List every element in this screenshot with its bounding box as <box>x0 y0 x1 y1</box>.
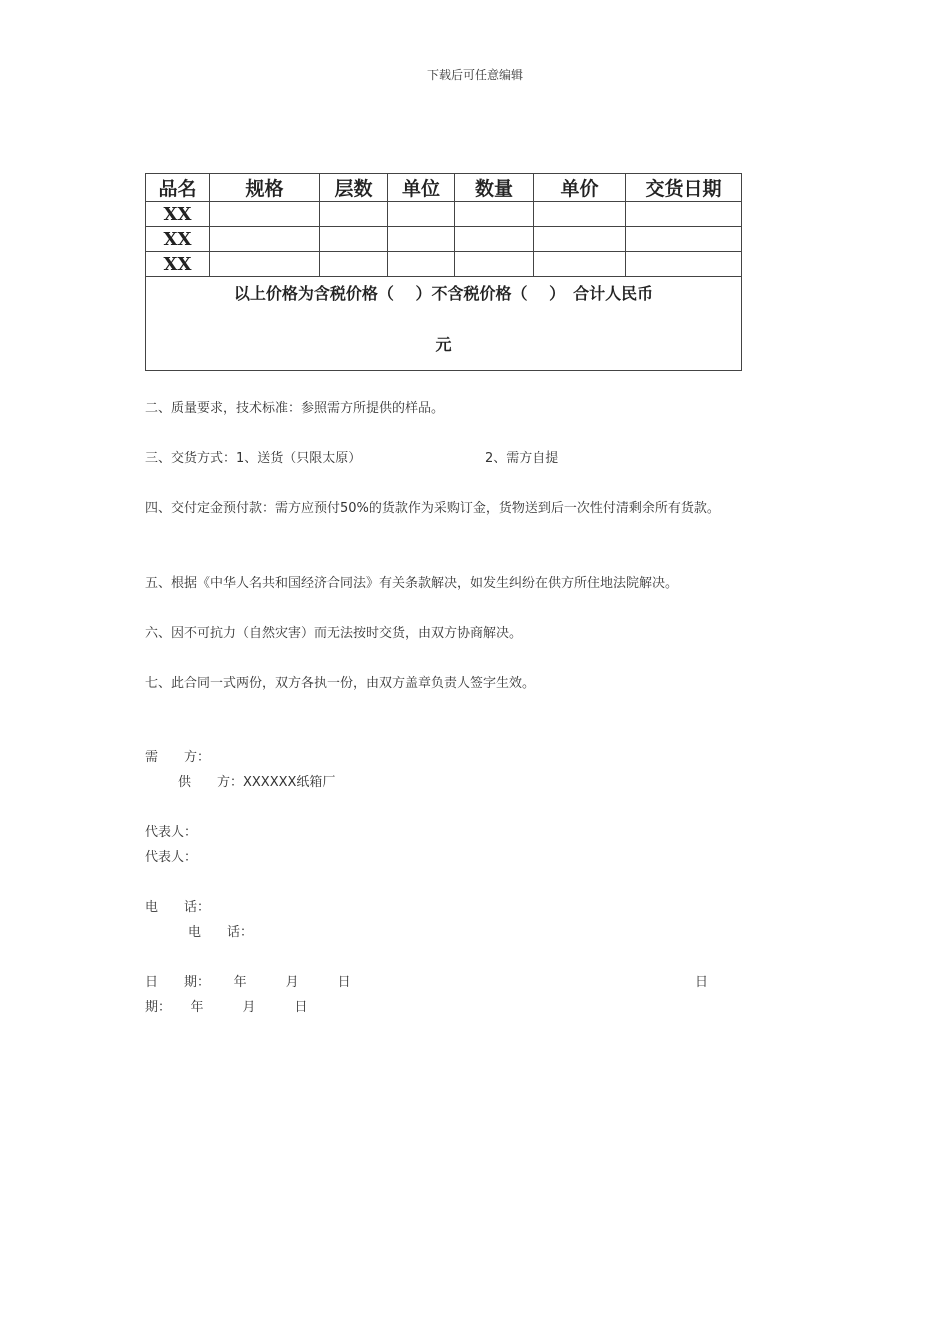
clause-force-majeure: 六、因不可抗力（自然灾害）而无法按时交货，由双方协商解决。 <box>145 626 523 641</box>
table-cell <box>626 252 742 277</box>
table-cell <box>626 202 742 227</box>
table-cell <box>534 252 626 277</box>
col-header-spec: 规格 <box>210 174 320 202</box>
table-cell <box>388 227 455 252</box>
clause-dispute: 五、根据《中华人名共和国经济合同法》有关条款解决，如发生纠纷在供方所住地法院解决。 <box>145 576 679 591</box>
table-cell <box>534 227 626 252</box>
col-header-layers: 层数 <box>320 174 388 202</box>
price-summary-text: 以上价格为含税价格（ ）不含税价格（ ） 合计人民币 <box>233 284 654 303</box>
supplier-phone-label: 电 话： <box>188 925 254 940</box>
buyer-phone-label: 电 话： <box>145 900 211 915</box>
table-cell <box>388 252 455 277</box>
clause-delivery-option-2: 2、需方自提 <box>485 451 559 466</box>
supplier-label: 供 方：XXXXXX纸箱厂 <box>178 775 336 790</box>
table-cell <box>455 252 534 277</box>
price-summary-cell <box>146 277 742 371</box>
clause-delivery <box>145 446 745 471</box>
table-cell <box>388 202 455 227</box>
table-cell: XX <box>146 202 210 227</box>
table-row <box>146 252 742 277</box>
table-cell <box>320 227 388 252</box>
table-row <box>146 202 742 227</box>
price-summary-currency: 元 <box>435 335 452 354</box>
table-cell <box>210 202 320 227</box>
col-header-unit: 单位 <box>388 174 455 202</box>
table-row <box>146 227 742 252</box>
col-header-price: 单价 <box>534 174 626 202</box>
supplier-date-label: 期： 年 月 日 <box>145 1000 308 1015</box>
table-header-row <box>146 174 742 202</box>
table-cell <box>320 252 388 277</box>
buyer-representative-label: 代表人： <box>145 825 198 840</box>
table-cell <box>320 202 388 227</box>
table-cell <box>210 227 320 252</box>
col-header-delivery-date: 交货日期 <box>626 174 742 202</box>
goods-table <box>145 173 742 371</box>
col-header-quantity: 数量 <box>455 174 534 202</box>
table-summary-row <box>146 277 742 371</box>
clause-delivery-option-1: 三、交货方式：1、送货（只限太原） <box>145 451 362 466</box>
buyer-label: 需 方： <box>145 750 211 765</box>
page-header-note: 下载后可任意编辑 <box>426 68 523 82</box>
table-cell <box>534 202 626 227</box>
col-header-name: 品名 <box>146 174 210 202</box>
table-cell <box>626 227 742 252</box>
table-cell: XX <box>146 227 210 252</box>
clause-quality: 二、质量要求，技术标准：参照需方所提供的样品。 <box>145 401 445 416</box>
table-cell <box>455 227 534 252</box>
table-cell <box>210 252 320 277</box>
supplier-date-label-start: 日 <box>695 975 709 990</box>
clause-copies: 七、此合同一式两份，双方各执一份，由双方盖章负责人签字生效。 <box>145 676 536 691</box>
table-cell: XX <box>146 252 210 277</box>
clause-deposit: 四、交付定金预付款：需方应预付50%的货款作为采购订金，货物送到后一次性付清剩余所有货款。 <box>145 501 720 516</box>
buyer-date-label: 日 期： 年 月 日 <box>145 975 351 990</box>
supplier-representative-label: 代表人： <box>145 850 198 865</box>
table-cell <box>455 202 534 227</box>
